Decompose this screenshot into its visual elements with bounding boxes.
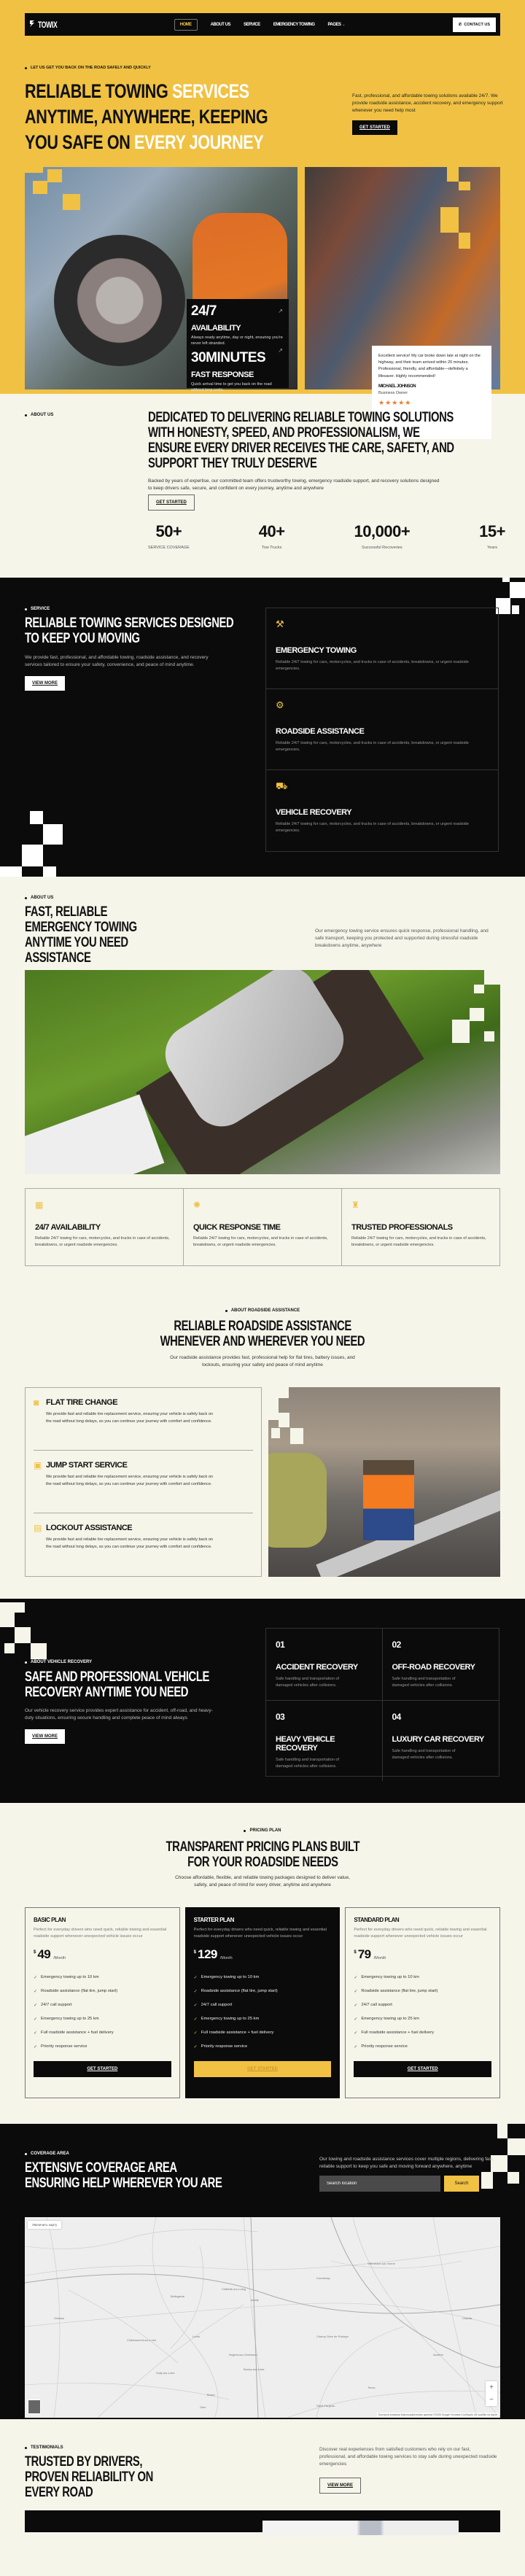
counters <box>148 522 505 550</box>
about-section: ABOUT US DEDICATED TO DELIVERING RELIABLE TOWING SOLUTIONS WITH HONESTY, SPEED, AND PROFESSIONALISM, WE ENSURE EVERY DRIVER RECEIVES THE CARE, SAFETY, AND SUPPORT THEY TRULY DESERVE Backed by years of expertise, our committed team offers trustworthy towing, emergency roadside support, and recovery solutions designed to keep drivers safe, secure, and confident on every journey, anytime and anywhere GET STARTED 50+ SERVICE COVERAGE 40+ Tow Trucks 10,000+ Successful Recoveries 15+ Years <box>0 394 525 578</box>
check-icon: ✓ <box>193 2031 198 2036</box>
tire-icon: ◙ <box>34 1397 39 1408</box>
pixel-decor <box>470 1008 484 1021</box>
plan-card-starter: STARTER PLAN Perfect for everyday drivers who need quick, reliable towing and essential roadside support whenever unexpected vehicle issues occur $ 129 /Month ✓ Emergency towing up to 10 km ✓ Roadside assistance (flat tire, jump start) ✓ 24/7 call support ✓ Emergency towing up to 25 km ✓ Full roadside assistance + fuel delivery ✓ Priority response service GET STARTED <box>185 1907 341 2098</box>
counter-tow-trucks: 40+ Tow Trucks <box>258 522 285 550</box>
roadside-mechanic-image <box>268 1387 500 1577</box>
plan-price: $ 129 /Month <box>193 1947 233 1962</box>
recovery-title: SAFE AND PROFESSIONAL VEHICLE RECOVERY ANYTIME YOU NEED <box>25 1669 210 1700</box>
check-icon: ✓ <box>193 2045 198 2050</box>
pixel-decor <box>47 169 62 182</box>
services-title: RELIABLE TOWING SERVICES DESIGNED TO KEEP YOU MOVING <box>25 616 234 646</box>
pixel-decor <box>22 845 43 866</box>
pixel-decor <box>452 1020 470 1043</box>
feature-trusted-professionals: ♜ TRUSTED PROFESSIONALS Reliable 24/7 towing for cars, motorcycles, and trucks in case of accidents, breakdowns, or urgent roadside emergencies. <box>342 1189 499 1265</box>
arrow-up-right-icon: ↗ <box>278 308 283 314</box>
pixel-decor <box>43 824 63 845</box>
nav-service[interactable]: SERVICE <box>243 22 260 27</box>
svg-text:Orléans: Orléans <box>54 2316 65 2320</box>
coverage-title: EXTENSIVE COVERAGE AREA ENSURING HELP WHEREVER YOU ARE <box>25 2160 222 2191</box>
pixel-decor <box>0 1602 25 1613</box>
about-description: Backed by years of expertise, our committed team offers trustworthy towing, emergency roadside support, and recovery solutions designed to keep drivers safe, secure, and confident on every journey, anytime and anywhere <box>148 478 440 492</box>
svg-text:Châlette-sur-Loing: Châlette-sur-Loing <box>222 2287 246 2291</box>
svg-text:Briare: Briare <box>207 2393 215 2397</box>
pixel-decor <box>31 1643 47 1659</box>
location-search <box>319 2176 479 2192</box>
starter-plan-get-started-button[interactable]: GET STARTED <box>194 2061 332 2077</box>
services-view-more-button[interactable]: VIEW MORE <box>25 676 65 691</box>
tire-graphic <box>54 235 185 366</box>
hero-tagline: LET US GET YOU BACK ON THE ROAD SAFELY AND QUICKLY <box>25 66 151 70</box>
roadside-item-flat-tire[interactable]: ◙ FLAT TIRE CHANGE We provide fast and reliable tire replacement service, ensuring your vehicle is safely back on the road without long delays, so you can continue your journey with comfort and confidence. <box>34 1388 253 1451</box>
pixel-decor <box>63 194 80 210</box>
wheel-icon: ⚙ <box>276 699 284 710</box>
testimonial-card <box>25 2510 500 2532</box>
stats-card: ↗ 24/7 AVAILABILITY Always ready anytime, day or night, ensuring you're never left stranded. ↗ 30MINUTES FAST RESPONSE Quick arrival time to get you back on the road without long waits. <box>187 299 289 388</box>
pixel-decor <box>25 155 43 173</box>
map-layer-toggle[interactable] <box>28 2400 41 2414</box>
nav-home[interactable]: HOME <box>174 19 198 31</box>
coverage-description: Our towing and roadside assistance services cover multiple regions, delivering fast, reliable support to keep you safe and moving forward anywhere, anytime <box>319 2157 494 2170</box>
map-roads <box>25 2217 500 2418</box>
pixel-decor <box>305 155 500 167</box>
pricing-section: PRICING PLAN TRANSPARENT PRICING PLANS BUILT FOR YOUR ROADSIDE NEEDS Choose affordable, flexible, and reliable towing packages designed to deliver value, safety, and peace of mind for every driver, anytime and anywhere BASIC PLAN Perfect for everyday drivers who need quick, reliable towing and essential roadside support whenever unexpected vehicle issues occur $ 49 /Month ✓ Emergency towing up to 10 km ✓ Roadside assistance (flat tire, jump start) ✓ 24/7 call support ✓ Emergency towing up to 25 km ✓ Full roadside assistance + fuel delivery ✓ Priority response service GET STARTED STARTER PLAN Perfect for everyday drivers who need quick, reliable towing and essential roadside support whenever unexpected vehicle issues occur $ 129 /Month ✓ Emergency towing up to 10 km ✓ Roadside assistance (flat tire, jump start) ✓ 24/7 call support ✓ Emergency towing up to 25 km ✓ Full roadside assistance + fuel delivery ✓ Priority response service GET STARTED STANDARD PLAN Perfect for everyday drivers who need quick, reliable towing and essential roadside support whenever unexpected vehicle issues occur $ 79 /Month ✓ Emergency towing up to 10 km ✓ Roadside assistance (flat tire, jump start) ✓ 24/7 call support ✓ Emergency towing up to 25 km ✓ Full roadside assistance + fuel delivery ✓ Priority response service GET STARTED <box>0 1803 525 2124</box>
hero-description: Fast, professional, and affordable towing solutions available 24/7. We provide roadside assistance, accident recovery, and emergency support whenever you need help most <box>352 93 503 114</box>
check-icon: ✓ <box>354 2017 358 2022</box>
enlarge-map-link[interactable]: Увеличить карту <box>28 2221 61 2229</box>
check-icon: ✓ <box>34 2045 38 2050</box>
recovery-description: Our vehicle recovery service provides expert assistance for accident, off-road, and heavy-duty situations, ensuring secure handling and complete peace of mind always <box>25 1708 213 1721</box>
car-lift-icon: ⛟ <box>276 780 288 791</box>
svg-text:Bellegarde: Bellegarde <box>171 2294 185 2298</box>
battery-icon: ▣ <box>34 1460 42 1470</box>
lock-icon: ▤ <box>34 1523 42 1533</box>
car-graphic <box>268 1453 327 1548</box>
testimonial-photo <box>262 2521 459 2535</box>
svg-text:Nogent-sur-Vernisson: Nogent-sur-Vernisson <box>229 2353 257 2356</box>
star-rating-icon: ★★★★★ <box>378 398 412 406</box>
svg-text:Amilly: Amilly <box>251 2298 259 2302</box>
pixel-decor <box>497 2124 508 2138</box>
pixel-decor <box>43 155 298 167</box>
nav-about-us[interactable]: ABOUT US <box>210 22 230 27</box>
pixel-decor <box>508 2138 525 2155</box>
recovery-item-off-road[interactable]: 02 OFF-ROAD RECOVERY Safe handling and transportation of damaged vehicles after collisions. <box>383 1629 499 1701</box>
pricing-description: Choose affordable, flexible, and reliable towing packages designed to deliver value, safety, and peace of mind for every driver, anytime and anywhere <box>175 1875 350 1888</box>
check-icon: ✓ <box>193 2003 198 2009</box>
services-list <box>265 608 499 852</box>
pricing-title: TRANSPARENT PRICING PLANS BUILT FOR YOUR ROADSIDE NEEDS <box>166 1839 359 1870</box>
svg-text:Courtenay: Courtenay <box>316 2276 330 2280</box>
roadside-description: Our roadside assistance provides fast, professional help for flat tires, battery issues, and lockouts, ensuring your safety and peace of mind anytime <box>170 1355 355 1368</box>
pricing-plans <box>25 1907 500 2098</box>
pixel-decor <box>447 167 459 182</box>
counter-recoveries: 10,000+ Successful Recoveries <box>354 522 411 550</box>
zoom-out-button[interactable]: − <box>489 2396 494 2404</box>
check-icon: ✓ <box>34 1990 38 1995</box>
pixel-decor <box>459 233 470 249</box>
logo[interactable]: TOWIX <box>29 20 65 30</box>
pixel-decor <box>474 985 484 993</box>
check-icon: ✓ <box>34 2031 38 2036</box>
plan-card-standard: STANDARD PLAN Perfect for everyday drivers who need quick, reliable towing and essential roadside support whenever unexpected vehicle issues occur $ 79 /Month ✓ Emergency towing up to 10 km ✓ Roadside assistance (flat tire, jump start) ✓ 24/7 call support ✓ Emergency towing up to 25 km ✓ Full roadside assistance + fuel delivery ✓ Priority response service GET STARTED <box>345 1907 500 2098</box>
counter-service-coverage: 50+ SERVICE COVERAGE <box>148 522 190 550</box>
services-section: SERVICE RELIABLE TOWING SERVICES DESIGNED TO KEEP YOU MOVING We provide fast, professional, and affordable towing, roadside assistance, and recovery services tailored to ensure your safety, convenience, and peace of mind anytime. VIEW MORE ⚒ EMERGENCY TOWING Reliable 24/7 towing for cars, motorcycles, and trucks in case of accidents, breakdowns, or urgent roadside emergencies. ⚙ ROADSIDE ASSISTANCE Reliable 24/7 towing for cars, motorcycles, and trucks in case of accidents, breakdowns, or urgent roadside emergencies. ⛟ VEHICLE RECOVERY Reliable 24/7 towing for cars, motorcycles, and trucks in case of accidents, breakdowns, or urgent roadside emergencies. <box>0 578 525 877</box>
pixel-decor <box>481 2172 493 2189</box>
hero-review-card: Excellent service! My car broke down late at night on the highway, and their team arrived within 20 minutes. Professional, friendly, and affordable—definitely a lifesaver. Highly recommended! MICHAEL JOHNSON Business Owner ★★★★★ <box>372 346 491 439</box>
testimonials-section: TESTIMONIALS TRUSTED BY DRIVERS, PROVEN RELIABILITY ON EVERY ROAD Discover real experiences from satisfied customers who rely on our fast, professional, and affordable towing services to stay safe during unexpected roadside emergencies VIEW MORE <box>0 2419 525 2529</box>
pixel-decor <box>440 207 459 233</box>
check-icon: ✓ <box>354 2003 358 2009</box>
svg-text:Villeneuve-sur-Yonne: Villeneuve-sur-Yonne <box>368 2262 395 2265</box>
service-item-vehicle-recovery[interactable]: ⛟ VEHICLE RECOVERY Reliable 24/7 towing for cars, motorcycles, and trucks in case of accidents, breakdowns, or urgent roadside emergencies. <box>276 780 469 833</box>
service-item-roadside-assistance[interactable]: ⚙ ROADSIDE ASSISTANCE Reliable 24/7 towing for cars, motorcycles, and trucks in case of accidents, breakdowns, or urgent roadside emergencies. <box>266 689 498 770</box>
chevron-down-icon: ⌄ <box>342 22 346 27</box>
pixel-decor <box>30 811 43 824</box>
pixel-decor <box>502 578 510 582</box>
check-icon: ✓ <box>34 2003 38 2009</box>
tools-icon: ⚒ <box>276 618 284 629</box>
bolt-logo-icon <box>29 20 35 30</box>
pixel-decor <box>0 1613 15 1627</box>
zoom-in-button[interactable]: + <box>489 2383 494 2391</box>
testimonials-view-more-button[interactable]: VIEW MORE <box>319 2478 361 2494</box>
services-description: We provide fast, professional, and affordable towing, roadside assistance, and recovery services tailored to ensure your safety, convenience, and peace of mind anytime. <box>25 655 209 668</box>
plan-price: $ 79 /Month <box>354 1947 386 1962</box>
check-icon: ✓ <box>193 1976 198 1981</box>
calendar-icon: ▦ <box>35 1200 44 1210</box>
check-icon: ✓ <box>34 1976 38 1981</box>
pixel-decor <box>508 2172 519 2184</box>
pixel-decor <box>271 1428 280 1438</box>
nav-links <box>174 19 346 31</box>
pixel-decor <box>459 182 470 190</box>
tow-truck-image <box>25 970 500 1174</box>
svg-text:Chablis: Chablis <box>462 2316 472 2320</box>
about-title: DEDICATED TO DELIVERING RELIABLE TOWING SOLUTIONS WITH HONESTY, SPEED, AND PROFESSIONALISM, WE ENSURE EVERY DRIVER RECEIVES THE CARE, SAFETY, AND SUPPORT THEY TRULY DESERVE <box>148 410 454 471</box>
svg-text:Gien: Gien <box>200 2405 206 2409</box>
hero-get-started-button[interactable]: GET STARTED <box>352 120 397 135</box>
hero-title: RELIABLE TOWING SERVICES ANYTIME, ANYWHERE, KEEPING YOU SAFE ON EVERY JOURNEY <box>25 80 268 153</box>
check-icon: ✓ <box>354 1976 358 1981</box>
map-attribution: Быстрые клавиши Картографические данные ©2025 Google Условия Сообщить об ошибке на карте <box>378 2413 497 2416</box>
pixel-decor <box>4 1643 15 1653</box>
check-icon: ✓ <box>354 1990 358 1995</box>
pixel-decor <box>510 582 525 598</box>
pixel-decor <box>33 181 47 194</box>
svg-text:Auxerre: Auxerre <box>433 2353 444 2356</box>
svg-text:Bonny-sur-Loire: Bonny-sur-Loire <box>244 2367 265 2371</box>
top-navbar <box>25 13 500 36</box>
svg-text:Lorris: Lorris <box>192 2335 201 2338</box>
emergency-title: FAST, RELIABLE EMERGENCY TOWING ANYTIME YOU NEED ASSISTANCE <box>25 904 137 966</box>
pixel-decor <box>43 866 56 877</box>
standard-plan-get-started-button[interactable]: GET STARTED <box>354 2061 491 2077</box>
vehicle-recovery-section: ABOUT VEHICLE RECOVERY SAFE AND PROFESSIONAL VEHICLE RECOVERY ANYTIME YOU NEED Our vehicle recovery service provides expert assistance for accident, off-road, and heavy-duty situations, ensuring secure handling and complete peace of mind always VIEW MORE 01 ACCIDENT RECOVERY Safe handling and transportation of damaged vehicles after collisions. 02 OFF-ROAD RECOVERY Safe handling and transportation of damaged vehicles after collisions. 03 HEAVY VEHICLE RECOVERY Safe handling and transportation of damaged vehicles after collisions. 04 LUXURY CAR RECOVERY Safe handling and transportation of damaged vehicles after collisions. <box>0 1599 525 1803</box>
pixel-decor <box>484 970 500 985</box>
hero-section <box>0 0 525 406</box>
pixel-decor <box>512 605 519 614</box>
pixel-decor <box>268 1387 289 1398</box>
recovery-grid <box>265 1628 499 1777</box>
basic-plan-get-started-button[interactable]: GET STARTED <box>34 2061 171 2077</box>
truck-cab-graphic <box>25 1095 164 1174</box>
emergency-towing-section: ABOUT US FAST, RELIABLE EMERGENCY TOWING ANYTIME YOU NEED ASSISTANCE Our emergency towing service ensures quick response, professional handling, and safe transport, keeping you protected and supported during stressful roadside breakdowns anytime, anywhere ▦ 24/7 AVAILABILITY Reliable 24/7 towing for cars, motorcycles, and trucks in case of accidents, breakdowns, or urgent roadside emergencies. ✺ QUICK RESPONSE TIME Reliable 24/7 towing for cars, motorcycles, and trucks in case of accidents, breakdowns, or urgent roadside emergencies. ♜ TRUSTED PROFESSIONALS Reliable 24/7 towing for cars, motorcycles, and trucks in case of accidents, breakdowns, or urgent roadside emergencies. <box>0 877 525 1292</box>
svg-text:Châteauneuf-sur-Loire: Châteauneuf-sur-Loire <box>127 2338 157 2342</box>
pixel-decor <box>15 1627 31 1643</box>
recovery-item-accident[interactable]: 01 ACCIDENT RECOVERY Safe handling and transportation of damaged vehicles after collisions. <box>266 1629 383 1701</box>
about-get-started-button[interactable]: GET STARTED <box>148 494 195 511</box>
feature-availability: ▦ 24/7 AVAILABILITY Reliable 24/7 towing for cars, motorcycles, and trucks in case of accidents, breakdowns, or urgent roadside emergencies. <box>26 1189 184 1265</box>
roadside-list <box>25 1387 262 1577</box>
pixel-decor <box>484 1031 494 1041</box>
emergency-description: Our emergency towing service ensures quick response, professional handling, and safe transport, keeping you protected and supported during stressful roadside breakdowns anytime, anywhere <box>315 928 489 949</box>
check-icon: ✓ <box>193 1990 198 1995</box>
contact-us-button[interactable]: ✆ CONTACT US <box>453 18 496 32</box>
check-icon: ✓ <box>34 2017 38 2022</box>
gear-clock-icon: ✺ <box>193 1200 201 1210</box>
check-icon: ✓ <box>193 2017 198 2022</box>
plan-price: $ 49 /Month <box>34 1947 66 1962</box>
svg-text:Sully-sur-Loire: Sully-sur-Loire <box>156 2371 175 2375</box>
pixel-decor <box>279 1413 289 1427</box>
plan-card-basic: BASIC PLAN Perfect for everyday drivers who need quick, reliable towing and essential roadside support whenever unexpected vehicle issues occur $ 49 /Month ✓ Emergency towing up to 10 km ✓ Roadside assistance (flat tire, jump start) ✓ 24/7 call support ✓ Emergency towing up to 25 km ✓ Full roadside assistance + fuel delivery ✓ Priority response service GET STARTED <box>25 1907 180 2098</box>
recovery-item-heavy-vehicle[interactable]: 03 HEAVY VEHICLE RECOVERY Safe handling and transportation of damaged vehicles after collisions. <box>266 1701 383 1781</box>
search-button[interactable]: Search <box>444 2176 479 2192</box>
coverage-map[interactable] <box>25 2217 500 2418</box>
counter-years: 15+ Years <box>479 522 505 550</box>
roadside-section: ABOUT ROADSIDE ASSISTANCE RELIABLE ROADSIDE ASSISTANCE WHENEVER AND WHEREVER YOU NEED Our roadside assistance provides fast, professional help for flat tires, battery issues, and lockouts, ensuring your safety and peace of mind anytime ◙ FLAT TIRE CHANGE We provide fast and reliable tire replacement service, ensuring your vehicle is safely back on the road without long delays, so you can continue your journey with comfort and confidence. ▣ JUMP START SERVICE We provide fast and reliable tire replacement service, ensuring your vehicle is safely back on the road without long delays, so you can continue your journey with comfort and confidence. ▤ LOCKOUT ASSISTANCE We provide fast and reliable tire replacement service, ensuring your vehicle is safely back on the road without long delays, so you can continue your journey with comfort and confidence. <box>0 1292 525 1599</box>
recovery-view-more-button[interactable]: VIEW MORE <box>25 1729 65 1744</box>
nav-pages[interactable]: PAGES ⌄ <box>327 22 346 27</box>
map-zoom-controls <box>486 2381 497 2406</box>
svg-text:Saint-Fargeau: Saint-Fargeau <box>316 2404 335 2408</box>
testimonials-title: TRUSTED BY DRIVERS, PROVEN RELIABILITY ON EVERY ROAD <box>25 2454 153 2500</box>
pixel-decor <box>290 1428 303 1444</box>
search-location-input[interactable] <box>319 2176 440 2192</box>
roadside-item-jump-start[interactable]: ▣ JUMP START SERVICE We provide fast and reliable tire replacement service, ensuring your vehicle is safely back on the road without long delays, so you can continue your journey with comfort and confidence. <box>34 1451 253 1513</box>
testimonials-description: Discover real experiences from satisfied customers who rely on our fast, professional, and affordable towing services to stay safe during unexpected roadside emergencies <box>319 2447 497 2467</box>
service-item-emergency-towing[interactable]: ⚒ EMERGENCY TOWING Reliable 24/7 towing for cars, motorcycles, and trucks in case of accidents, breakdowns, or urgent roadside emergencies. <box>266 608 498 689</box>
phone-icon: ✆ <box>458 22 462 27</box>
worker-graphic <box>363 1460 414 1540</box>
nav-emergency-towing[interactable]: EMERGENCY TOWING <box>273 22 315 27</box>
coverage-section: COVERAGE AREA EXTENSIVE COVERAGE AREA ENSURING HELP WHEREVER YOU ARE Our towing and roadside assistance services cover multiple regions, delivering fast, reliable support to keep you safe and moving forward anywhere, anytime Search location Search Orléans Châlette-sur-Loing Amilly Châteauneuf-sur-Loire Sully-sur-Loire Courtenay Nogent-sur-Vernisson Briare Gien Auxerre Chablis Villeneuve-sur-Yonne Bellegarde Lorris Toucy Saint-Fargeau Charny Orée de Puisaye Bonny-sur-Loire Увеличить карту + − Быстрые клавиши Картографические данные ©2025 Google Условия Сообщить об ошибке на карте <box>0 2124 525 2419</box>
pixel-decor <box>0 866 22 877</box>
features-row <box>25 1188 500 1266</box>
pixel-decor <box>268 1398 279 1420</box>
svg-text:Charny Orée de Puisaye: Charny Orée de Puisaye <box>316 2335 349 2338</box>
roadside-item-lockout[interactable]: ▤ LOCKOUT ASSISTANCE We provide fast and reliable tire replacement service, ensuring your vehicle is safely back on the road without long delays, so you can continue your journey with comfort and confidence. <box>34 1523 214 1549</box>
arrow-up-right-icon: ↗ <box>278 347 283 354</box>
svg-text:Toucy: Toucy <box>368 2386 376 2389</box>
roadside-title: RELIABLE ROADSIDE ASSISTANCE WHENEVER AND WHEREVER YOU NEED <box>160 1319 365 1349</box>
check-icon: ✓ <box>354 2031 358 2036</box>
check-icon: ✓ <box>354 2045 358 2050</box>
recovery-item-luxury-car[interactable]: 04 LUXURY CAR RECOVERY Safe handling and transportation of damaged vehicles after collisions. <box>392 1711 484 1760</box>
feature-quick-response: ✺ QUICK RESPONSE TIME Reliable 24/7 towing for cars, motorcycles, and trucks in case of accidents, breakdowns, or urgent roadside emergencies. <box>184 1189 342 1265</box>
mechanic-icon: ♜ <box>351 1200 359 1210</box>
